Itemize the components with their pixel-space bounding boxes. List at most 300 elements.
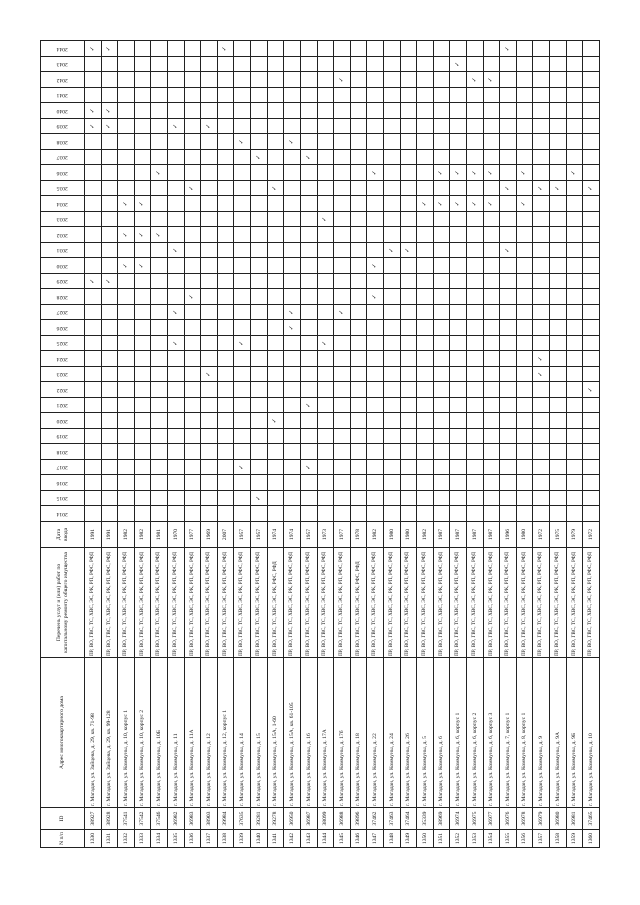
year-cell [450, 134, 467, 150]
year-cell [583, 165, 600, 181]
year-cell [467, 460, 484, 476]
year-cell [383, 181, 400, 197]
year-cell [284, 196, 301, 212]
year-cell [566, 119, 583, 135]
year-cell [317, 460, 334, 476]
year-cell [151, 119, 168, 135]
row-date: 1982 [118, 522, 135, 548]
year-cell [550, 41, 567, 57]
check-mark: ✓ [322, 340, 329, 346]
table-row [483, 41, 500, 848]
row-address: г. Магадан, ул. Коммуны, д. 5 [417, 658, 434, 808]
year-cell [516, 429, 533, 445]
year-cell [533, 460, 550, 476]
year-cell [334, 289, 351, 305]
year-cell [317, 181, 334, 197]
row-id: 37465 [583, 808, 600, 830]
year-cell [400, 351, 417, 367]
year-cell [467, 413, 484, 429]
table-row [400, 41, 417, 848]
year-cell [334, 243, 351, 259]
year-cell [184, 227, 201, 243]
check-mark: ✓ [205, 123, 212, 129]
year-cell [383, 88, 400, 104]
year-cell [101, 382, 118, 398]
year-cell [433, 336, 450, 352]
year-cell [201, 475, 218, 491]
year-cell [533, 134, 550, 150]
year-cell [201, 181, 218, 197]
year-cell [201, 212, 218, 228]
check-mark: ✓ [172, 309, 179, 315]
year-cell [450, 72, 467, 88]
year-cell [168, 382, 185, 398]
year-cell [516, 88, 533, 104]
row-date: 1969 [201, 522, 218, 548]
year-cell [583, 150, 600, 166]
year-cell [516, 57, 533, 73]
year-cell [383, 72, 400, 88]
year-cell [450, 289, 467, 305]
year-cell [400, 134, 417, 150]
year-cell [350, 274, 367, 290]
year-cell [118, 119, 135, 135]
year-cell [251, 227, 268, 243]
year-cell [383, 320, 400, 336]
year-cell [151, 88, 168, 104]
year-cell [533, 336, 550, 352]
year-cell [533, 88, 550, 104]
year-cell [433, 460, 450, 476]
row-id: 36987 [300, 808, 317, 830]
year-cell [383, 351, 400, 367]
year-cell [284, 382, 301, 398]
row-id: 36982 [168, 808, 185, 830]
year-cell [300, 196, 317, 212]
year-cell [134, 134, 151, 150]
year-cell [184, 444, 201, 460]
year-cell [101, 57, 118, 73]
year-cell [367, 150, 384, 166]
check-mark: ✓ [521, 201, 528, 207]
year-cell [234, 506, 251, 522]
row-id: 38903 [201, 808, 218, 830]
row-id: 36950 [284, 808, 301, 830]
year-cell [400, 103, 417, 119]
year-cell [85, 367, 102, 383]
table-row [417, 41, 434, 848]
year-cell [168, 491, 185, 507]
year-cell [500, 367, 517, 383]
year-cell [483, 196, 500, 212]
year-cell [217, 351, 234, 367]
year-cell [417, 181, 434, 197]
year-cell [134, 382, 151, 398]
year-cell [450, 367, 467, 383]
year-cell [168, 320, 185, 336]
header-year [41, 57, 85, 73]
year-cell [251, 367, 268, 383]
year-cell [550, 336, 567, 352]
year-cell [284, 134, 301, 150]
year-cell [151, 320, 168, 336]
year-cell [467, 367, 484, 383]
repair-schedule-table [40, 41, 600, 849]
year-cell [367, 165, 384, 181]
year-cell [533, 429, 550, 445]
row-id: 36983 [184, 808, 201, 830]
row-number: 1346 [350, 830, 367, 848]
row-date: 1980 [400, 522, 417, 548]
row-date: 1979 [566, 522, 583, 548]
year-cell [284, 506, 301, 522]
year-cell [383, 398, 400, 414]
year-cell [467, 305, 484, 321]
header-year-label: 2040 [56, 107, 69, 114]
year-cell [383, 367, 400, 383]
row-address: г. Магадан, ул. Коммуны, д. 10 [583, 658, 600, 808]
year-cell [334, 506, 351, 522]
row-number: 1336 [184, 830, 201, 848]
year-cell [583, 88, 600, 104]
check-mark: ✓ [488, 201, 495, 207]
check-mark: ✓ [172, 340, 179, 346]
year-cell [184, 398, 201, 414]
year-cell [184, 72, 201, 88]
row-date: 1987 [433, 522, 450, 548]
year-cell [201, 351, 218, 367]
year-cell [400, 258, 417, 274]
year-cell [118, 227, 135, 243]
year-cell [151, 506, 168, 522]
year-cell [317, 336, 334, 352]
row-services: ПР, ВО, ГВС, ТС, ХВС, ЭС, РК, РП, РФС, РФД [583, 548, 600, 658]
year-cell [184, 258, 201, 274]
row-services: ПР, ВО, ГВС, ТС, ХВС, ЭС, РК, РП, РФС, РФД [500, 548, 517, 658]
year-cell [550, 506, 567, 522]
year-cell [267, 196, 284, 212]
year-cell [433, 382, 450, 398]
year-cell [184, 506, 201, 522]
year-cell [217, 88, 234, 104]
year-cell [500, 196, 517, 212]
year-cell [85, 274, 102, 290]
year-cell [500, 212, 517, 228]
year-cell [85, 413, 102, 429]
year-cell [334, 72, 351, 88]
check-mark: ✓ [189, 185, 196, 191]
year-cell [583, 460, 600, 476]
row-date: 1987 [483, 522, 500, 548]
year-cell [417, 258, 434, 274]
year-cell [267, 181, 284, 197]
year-cell [400, 212, 417, 228]
row-address: г. Магадан, ул. Коммуны, д. 15А, 1-60 [267, 658, 284, 808]
year-cell [101, 258, 118, 274]
year-cell [367, 196, 384, 212]
year-cell [500, 150, 517, 166]
header-year-label: 2030 [56, 262, 69, 269]
year-cell [217, 336, 234, 352]
year-cell [151, 258, 168, 274]
header-services: Перечень услуг и (или) работ по капитальному ремонту общего имущества [41, 548, 85, 658]
year-cell [483, 305, 500, 321]
year-cell [284, 444, 301, 460]
year-cell [450, 413, 467, 429]
check-mark: ✓ [521, 170, 528, 176]
year-cell [550, 305, 567, 321]
row-address: г. Магадан, ул. Коммуны, д. 8, корпус 1 [516, 658, 533, 808]
year-cell [267, 413, 284, 429]
year-cell [101, 274, 118, 290]
row-number: 1350 [417, 830, 434, 848]
year-cell [483, 103, 500, 119]
check-mark: ✓ [106, 278, 113, 284]
year-cell [334, 181, 351, 197]
row-number: 1356 [516, 830, 533, 848]
year-cell [433, 165, 450, 181]
header-address: Адрес многоквартирного дома [41, 658, 85, 808]
year-cell [417, 320, 434, 336]
year-cell [516, 320, 533, 336]
row-date: 1981 [151, 522, 168, 548]
year-cell [151, 429, 168, 445]
row-number: 1330 [85, 830, 102, 848]
year-cell [433, 243, 450, 259]
year-cell [483, 258, 500, 274]
header-year-label: 2039 [56, 123, 69, 130]
year-cell [317, 88, 334, 104]
year-cell [367, 382, 384, 398]
year-cell [450, 305, 467, 321]
row-date: 1970 [168, 522, 185, 548]
year-cell [383, 119, 400, 135]
year-cell [85, 150, 102, 166]
year-cell [151, 413, 168, 429]
year-cell [317, 103, 334, 119]
table-row [85, 41, 102, 848]
year-cell [101, 212, 118, 228]
year-cell [550, 320, 567, 336]
year-cell [168, 460, 185, 476]
year-cell [184, 103, 201, 119]
row-address: г. Магадан, ул. Коммуны, д. 26 [400, 658, 417, 808]
row-address: г. Магадан, ул. Коммуны, д. 6, корпус 3 [483, 658, 500, 808]
header-year-label: 2025 [56, 340, 69, 347]
year-cell [533, 367, 550, 383]
year-cell [516, 134, 533, 150]
check-mark: ✓ [106, 108, 113, 114]
year-cell [151, 134, 168, 150]
year-cell [217, 413, 234, 429]
year-cell [516, 181, 533, 197]
year-cell [267, 475, 284, 491]
row-address: г. Магадан, ул. Зайцева, д. 29, кв. 99-128 [101, 658, 118, 808]
year-cell [417, 336, 434, 352]
year-cell [317, 212, 334, 228]
year-cell [85, 258, 102, 274]
year-cell [300, 491, 317, 507]
table-row [134, 41, 151, 848]
year-cell [300, 72, 317, 88]
year-cell [550, 274, 567, 290]
year-cell [433, 150, 450, 166]
row-number: 1354 [483, 830, 500, 848]
year-cell [367, 72, 384, 88]
year-cell [168, 57, 185, 73]
row-address: г. Магадан, ул. Коммуны, д. 10, корпус 2 [134, 658, 151, 808]
year-cell [550, 181, 567, 197]
row-number: 1344 [317, 830, 334, 848]
year-cell [400, 196, 417, 212]
row-date: 1957 [251, 522, 268, 548]
year-cell [267, 41, 284, 57]
row-services: ПР, ВО, ГВС, ТС, ХВС, ЭС, РК, РП, РФС, РФД [483, 548, 500, 658]
year-cell [118, 413, 135, 429]
year-cell [134, 103, 151, 119]
year-cell [400, 150, 417, 166]
header-year-label: 2034 [56, 200, 69, 207]
year-cell [500, 444, 517, 460]
year-cell [500, 227, 517, 243]
year-cell [217, 72, 234, 88]
year-cell [118, 398, 135, 414]
header-year [41, 413, 85, 429]
year-cell [234, 119, 251, 135]
year-cell [85, 351, 102, 367]
row-services: ПР, ВО, ГВС, ТС, ХВС, ЭС, РК, РП, РФС, РФД [334, 548, 351, 658]
row-id: 37464 [400, 808, 417, 830]
year-cell [267, 274, 284, 290]
year-cell [533, 165, 550, 181]
year-cell [500, 398, 517, 414]
year-cell [101, 227, 118, 243]
year-cell [168, 196, 185, 212]
year-cell [566, 444, 583, 460]
year-cell [134, 460, 151, 476]
year-cell [101, 351, 118, 367]
year-cell [234, 444, 251, 460]
year-cell [400, 398, 417, 414]
year-cell [151, 351, 168, 367]
year-cell [516, 289, 533, 305]
year-cell [317, 491, 334, 507]
year-cell [201, 274, 218, 290]
row-date: 1973 [317, 522, 334, 548]
check-mark: ✓ [504, 46, 511, 52]
year-cell [85, 444, 102, 460]
year-cell [85, 320, 102, 336]
year-cell [417, 134, 434, 150]
year-cell [483, 150, 500, 166]
year-cell [317, 444, 334, 460]
year-cell [284, 227, 301, 243]
year-cell [483, 382, 500, 398]
year-cell [234, 320, 251, 336]
year-cell [516, 274, 533, 290]
year-cell [168, 351, 185, 367]
year-cell [467, 475, 484, 491]
row-services: ПР, ВО, ГВС, ТС, ХВС, ЭС, РК, РП, РФС, РФД [85, 548, 102, 658]
year-cell [400, 475, 417, 491]
year-cell [184, 460, 201, 476]
check-mark: ✓ [388, 247, 395, 253]
year-cell [317, 413, 334, 429]
year-cell [400, 413, 417, 429]
year-cell [400, 491, 417, 507]
year-cell [367, 398, 384, 414]
year-cell [417, 57, 434, 73]
year-cell [467, 274, 484, 290]
year-cell [151, 289, 168, 305]
year-cell [566, 398, 583, 414]
year-cell [367, 429, 384, 445]
check-mark: ✓ [455, 170, 461, 176]
header-year [41, 258, 85, 274]
row-number: 1357 [533, 830, 550, 848]
year-cell [134, 196, 151, 212]
year-cell [350, 382, 367, 398]
year-cell [118, 274, 135, 290]
year-cell [317, 227, 334, 243]
year-cell [317, 57, 334, 73]
year-cell [516, 103, 533, 119]
year-cell [317, 72, 334, 88]
row-services: ПР, ВО, ГВС, ТС, ХВС, ЭС, РК, РП, РФС, РФД [533, 548, 550, 658]
year-cell [151, 336, 168, 352]
header-year-label: 2023 [56, 371, 69, 378]
year-cell [251, 444, 268, 460]
year-cell [284, 119, 301, 135]
year-cell [284, 258, 301, 274]
row-number: 1331 [101, 830, 118, 848]
year-cell [367, 475, 384, 491]
year-cell [101, 134, 118, 150]
year-cell [151, 57, 168, 73]
year-cell [550, 444, 567, 460]
year-cell [433, 119, 450, 135]
year-cell [450, 57, 467, 73]
check-mark: ✓ [438, 201, 445, 207]
year-cell [184, 336, 201, 352]
year-cell [134, 475, 151, 491]
year-cell [234, 150, 251, 166]
row-number: 1348 [383, 830, 400, 848]
year-cell [201, 57, 218, 73]
row-number: 1338 [217, 830, 234, 848]
year-cell [350, 41, 367, 57]
year-cell [433, 41, 450, 57]
row-date: 1982 [134, 522, 151, 548]
year-cell [500, 351, 517, 367]
year-cell [251, 150, 268, 166]
year-cell [367, 243, 384, 259]
year-cell [184, 243, 201, 259]
year-cell [483, 460, 500, 476]
year-cell [417, 351, 434, 367]
year-cell [566, 429, 583, 445]
year-cell [201, 165, 218, 181]
year-cell [566, 227, 583, 243]
year-cell [217, 491, 234, 507]
year-cell [483, 320, 500, 336]
year-cell [367, 289, 384, 305]
check-mark: ✓ [538, 356, 545, 362]
row-number: 1339 [234, 830, 251, 848]
year-cell [168, 429, 185, 445]
year-cell [267, 398, 284, 414]
year-cell [134, 320, 151, 336]
